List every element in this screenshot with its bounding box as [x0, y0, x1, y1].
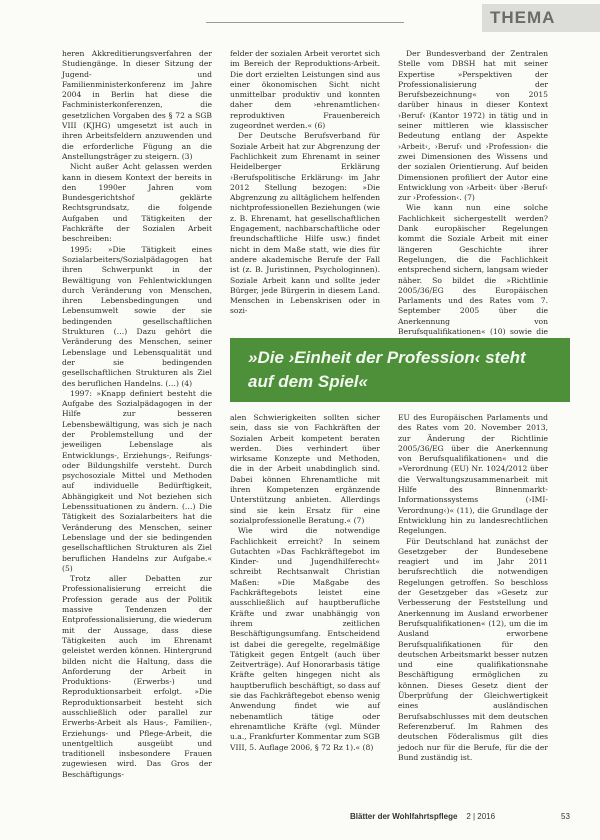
issue-number: 2 | 2016 — [466, 812, 496, 821]
pull-quote — [248, 346, 526, 394]
text-column-right-top — [398, 49, 548, 337]
paragraph: alen Schwierigkeiten sollten sicher sein, dass sie von Fachkräften der Sozialen Arbeit kompetent beraten werden. Dies verhindert über wirksame Konzepte und Methoden, die in der Arbeit unabdinglich sind. Dabei können Ehrenamtliche mit ihren Kompetenzen ergänzende Unterstützung anbieten. Allerdings sind sie kein Ersatz für eine sozialprofessionelle Beratung.« (7) — [230, 413, 380, 525]
text-column-right-bottom — [398, 413, 548, 795]
paragraph: Der Bundesverband der Zentralen Stelle vom DBSH hat mit seiner Expertise »Perspektiven der Professionalisierung der Berufsbezeichnung« von 2015 darüber hinaus in dieser Kontext ›Beruf‹ (Kantor 1972) in tätig und in seiner mittleren wie klassischer Bedeutung entlang der Aspekte ›Arbeit‹, ›Beruf‹ und ›Profession‹ die zwei Dimensionen des Wissens und der sozialen Orientierung. Auf beiden Dimensionen profiliert der Autor eine Entwicklung von ›Arbeit‹ über ›Beruf‹ zur ›Profession‹. (7) — [398, 49, 548, 203]
text-column-left — [62, 49, 212, 794]
page-number: 53 — [561, 812, 570, 821]
text-column-middle-top — [230, 49, 380, 324]
paragraph: EU des Europäischen Parlaments und des Rates vom 20. November 2013, zur Änderung der Richtlinie 2005/36/EG über die Anerkennung von Berufsqualifikationen« und die »Verordnung (EU) Nr. 1024/2012 über die Verwaltungszusammenarbeit mit Hilfe des Binnenmarkt-Informationssystems (›IMI-Verordnung‹)« (11), die Grundlage der Entwicklung hin zu landesrechtlichen Regelungen. — [398, 413, 548, 536]
paragraph: 1995: »Die Tätigkeit eines Sozialarbeiters/Sozialpädagogen hat ihren Schwerpunkt in der Bewältigung von Fehlentwicklungen durch Veränderung von Menschen, ihren Lebensbedingungen und Lebensumwelt sowie der sie bedingenden gesellschaftlichen Strukturen (…) Dazu gehört die Veränderung des Menschen, seiner Lebenslage und Lebensqualität und der sie bedingenden gesellschaftlichen Strukturen als Ziel des beruflichen Handelns. (…) (4) — [62, 244, 212, 388]
paragraph: Der Deutsche Berufsverband für Soziale Arbeit hat zur Abgrenzung der Fachlichkeit zum Ehrenamt in seiner Heidelberger Erklärung ›Berufspolitische Erklärung‹ im Jahr 2012 Stellung bezogen: »Die Abgrenzung zu alltäglichem helfenden nichtprofessionellen Beziehungen (wie z. B. Ehrenamt, hat gesellschaftlichen Engagement, nachbarschaftliche oder freundschaftliche Hilfe usw.) findet nicht in dem Maße statt, wie dies für andere akademische Berufe der Fall ist (z. B. Juristinnen, Psychologinnen). Soziale Arbeit kann und sollte jeder Bürger, jede Bürgerin in diesem Land. Menschen in Lebenskrisen oder in sozi- — [230, 131, 380, 316]
header-rule — [206, 22, 404, 23]
paragraph: 1997: »Knapp definiert besteht die Aufgabe des Sozialpädagogen in der Hilfe zur besseren Lebensbewältigung, was sich je nach der Problemstellung und der jeweiligen Lebenslage als Entwicklungs-, Erziehungs-, Reifungs- oder Bildungshilfe versteht. Durch psychosoziale Mittel und Methoden auf individuelle Bedürftigkeit, Abhängigkeit und Not beziehen sich Lebenssituationen zu ändern. (…) Die Tätigkeit des Sozialarbeiters hat die Veränderung des Menschen, seiner Lebenslage und der sie bedingenden gesellschaftlichen Strukturen als Ziel beruflichen Handelns zur Aufgabe.« (5) — [62, 388, 212, 573]
section-label: THEMA — [482, 4, 600, 32]
pull-quote-line: auf dem Spiel« — [248, 372, 368, 391]
paragraph: Trotz aller Debatten zur Professionalisierung erreicht die Profession gerade aus der Politik massive Tendenzen der Entprofessionalisierung, die wiederum mit der Aussage, dass diese Tätigkeiten auch im Ehrenamt geleistet werden können. Hintergrund bilden nicht die Haltung, dass die Anforderung der Arbeit in Produktions- (Erwerbs-) und Reproduktionsarbeit erfolgt. »Die Reproduktionsarbeit besteht sich ausschließlich oder parallel zur Erwerbs-Arbeit als Haus-, Familien-, Erziehungs- und Pflege-Arbeit, die unentgeltlich ausgeübt und traditionell insbesondere Frauen zugewiesen wird. Das Gros der Beschäftigungs- — [62, 574, 212, 779]
paragraph: heren Akkreditierungsverfahren der Studiengänge. In dieser Sitzung der Jugend- und Familienministerkonferenz im Jahre 2004 in Berlin hat diese die Fachministerkonferenzen, die gesetzlichen Vorgaben des § 72 a SGB VIII (KJHG) umgesetzt ist auch in ihren Arbeitsfeldern anzuwenden und die erforderliche Fügung an die Anstellungsträger zu steigern. (3) — [62, 49, 212, 161]
text-column-middle-bottom — [230, 413, 380, 795]
pull-quote-banner — [230, 338, 570, 402]
magazine-title: Blätter der Wohlfahrtspflege — [350, 812, 458, 821]
footer — [350, 812, 495, 821]
paragraph: felder der sozialen Arbeit verortet sich im Bereich der Reproduktions-Arbeit. Die dort erzielten Leistungen sind aus einer ökonomischen Sicht nicht unmittelbar produktiv und konnten daher dem ›ehrenamtlichen‹ reproduktiven Frauenbereich zugeordnet werden.« (6) — [230, 49, 380, 131]
paragraph: Nicht außer Acht gelassen werden kann in diesem Kontext der bereits in den 1990er Jahren vom Bundesgerichtshof geklärte Rechtsgrundsatz, die folgende Aufgaben und Tätigkeiten der Fachkräfte der Sozialen Arbeit beschreiben: — [62, 162, 212, 244]
pull-quote-line: »Die ›Einheit der Profession‹ steht — [248, 348, 526, 367]
paragraph: Wie wird die notwendige Fachlichkeit erreicht? In seinem Gutachten »Das Fachkräftegebot im Kinder- und Jugendhilferecht« schreibt Rechtsanwalt Christian Maßen: »Die Maßgabe des Fachkräftegebots leistet eine ausschließlich auf hauptberufliche Kräfte und zwar unabhängig von ihrem zeitlichen Beschäftigungsumfang. Entscheidend ist dabei die geregelte, regelmäßige Tätigkeit gegen Entgelt (auch über Zeitverträge). Auf Honorarbasis tätige Kräfte gelten hingegen nicht als hauptberuflich beschäftigt, so dass auf sie das Fachkräftegebot ebenso wenig Anwendung findet wie auf nebenamtlich tätige oder ehrenamtliche Kräfte (vgl. Münder u.a., Frankfurter Kommentar zum SGB VIII, 5. Auflage 2006, § 72 Rz 1).« (8) — [230, 526, 380, 752]
paragraph: Wie kann nun eine solche Fachlichkeit sichergestellt werden? Dank europäischer Regelungen kommt die Soziale Arbeit mit einer längeren Geschichte ihrer Regelungen, die die Fachlichkeit entsprechend sichern, langsam wieder näher. So bildet die »Richtlinie 2005/36/EG des Europäischen Parlaments und des Rates vom 7. September 2005 über die Anerkennung von Berufsqualifikationen« (10) sowie die — [398, 203, 548, 337]
paragraph: Für Deutschland hat zunächst der Gesetzgeber der Bundesebene reagiert und im Jahr 2011 berufsrechtlich die notwendigen Regelungen getroffen. So beschloss der Gesetzgeber das »Gesetz zur Verbesserung der Feststellung und Anerkennung im Ausland erworbener Berufsqualifikationen« (12), um die im Ausland erworbene Berufsqualifikationen für den deutschen Arbeitsmarkt besser nutzen und eine qualifikationsnahe Beschäftigung ermöglichen zu können. Dieses Gesetz dient der Überprüfung der Gleichwertigkeit eines ausländischen Berufsabschlusses mit dem deutschen Referenzberuf. Im Rahmen des deutschen Föderalismus gilt dies jedoch nur für die Berufe, für die der Bund zuständig ist. — [398, 536, 548, 762]
